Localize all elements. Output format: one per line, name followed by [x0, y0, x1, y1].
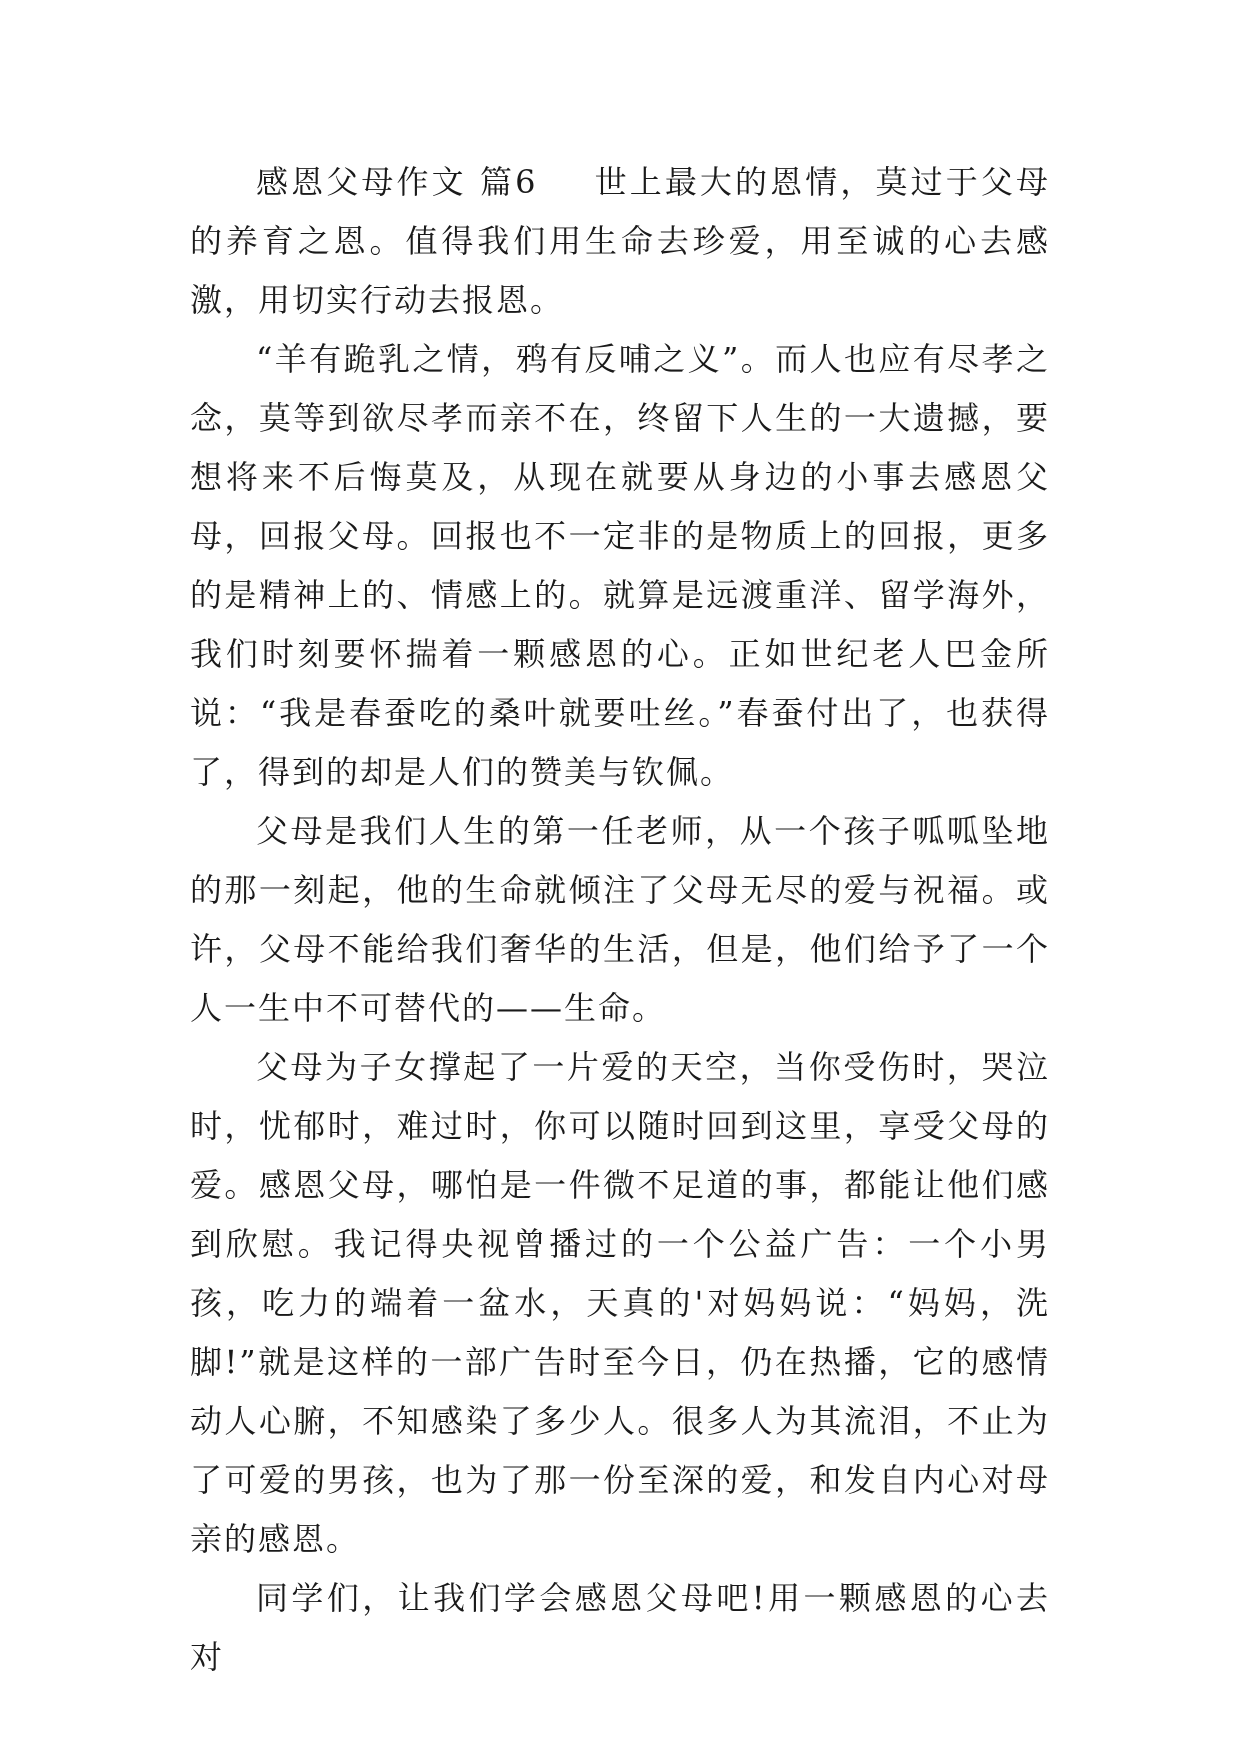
essay-paragraph-4: 父母为子女撑起了一片爱的天空，当你受伤时，哭泣时，忧郁时，难过时，你可以随时回到这里，享受父母的爱。感恩父母，哪怕是一件微不足道的事，都能让他们感到欣慰。我记得央视曾播过的一个公益广告：一个小男孩，吃力的端着一盆水，天真的'对妈妈说：“妈妈，洗脚!”就是这样的一部广告时至今日，仍在热播，它的感情动人心腑，不知感染了多少人。很多人为其流泪，不止为了可爱的男孩，也为了那一份至深的爱，和发自内心对母亲的感恩。	[190, 1048, 1050, 1558]
essay-paragraph-5: 同学们，让我们学会感恩父母吧!用一颗感恩的心去对	[190, 1579, 1050, 1676]
essay-paragraph-3: 父母是我们人生的第一任老师，从一个孩子呱呱坠地的那一刻起，他的生命就倾注了父母无尽的爱与祝福。或许，父母不能给我们奢华的生活，但是，他们给予了一个人一生中不可替代的——生命。	[190, 812, 1050, 1027]
essay-body	[190, 153, 1050, 1687]
essay-heading: 感恩父母作文 篇6	[256, 163, 538, 201]
essay-paragraph-2: “羊有跪乳之情，鸦有反哺之义”。而人也应有尽孝之念，莫等到欲尽孝而亲不在，终留下人生的一大遗撼，要想将来不后悔莫及，从现在就要从身边的小事去感恩父母，回报父母。回报也不一定非的是物质上的回报，更多的是精神上的、情感上的。就算是远渡重洋、留学海外，我们时刻要怀揣着一颗感恩的心。正如世纪老人巴金所说：“我是春蚕吃的桑叶就要吐丝。”春蚕付出了，也获得了，得到的却是人们的赞美与钦佩。	[190, 340, 1050, 791]
paragraph-text: 世上最大的恩情，莫过于父母的养育之恩。值得我们用生命去珍爱，用至诚的心去感激，用切实行动去报恩。	[190, 163, 1050, 319]
essay-paragraph-1	[190, 153, 1050, 330]
